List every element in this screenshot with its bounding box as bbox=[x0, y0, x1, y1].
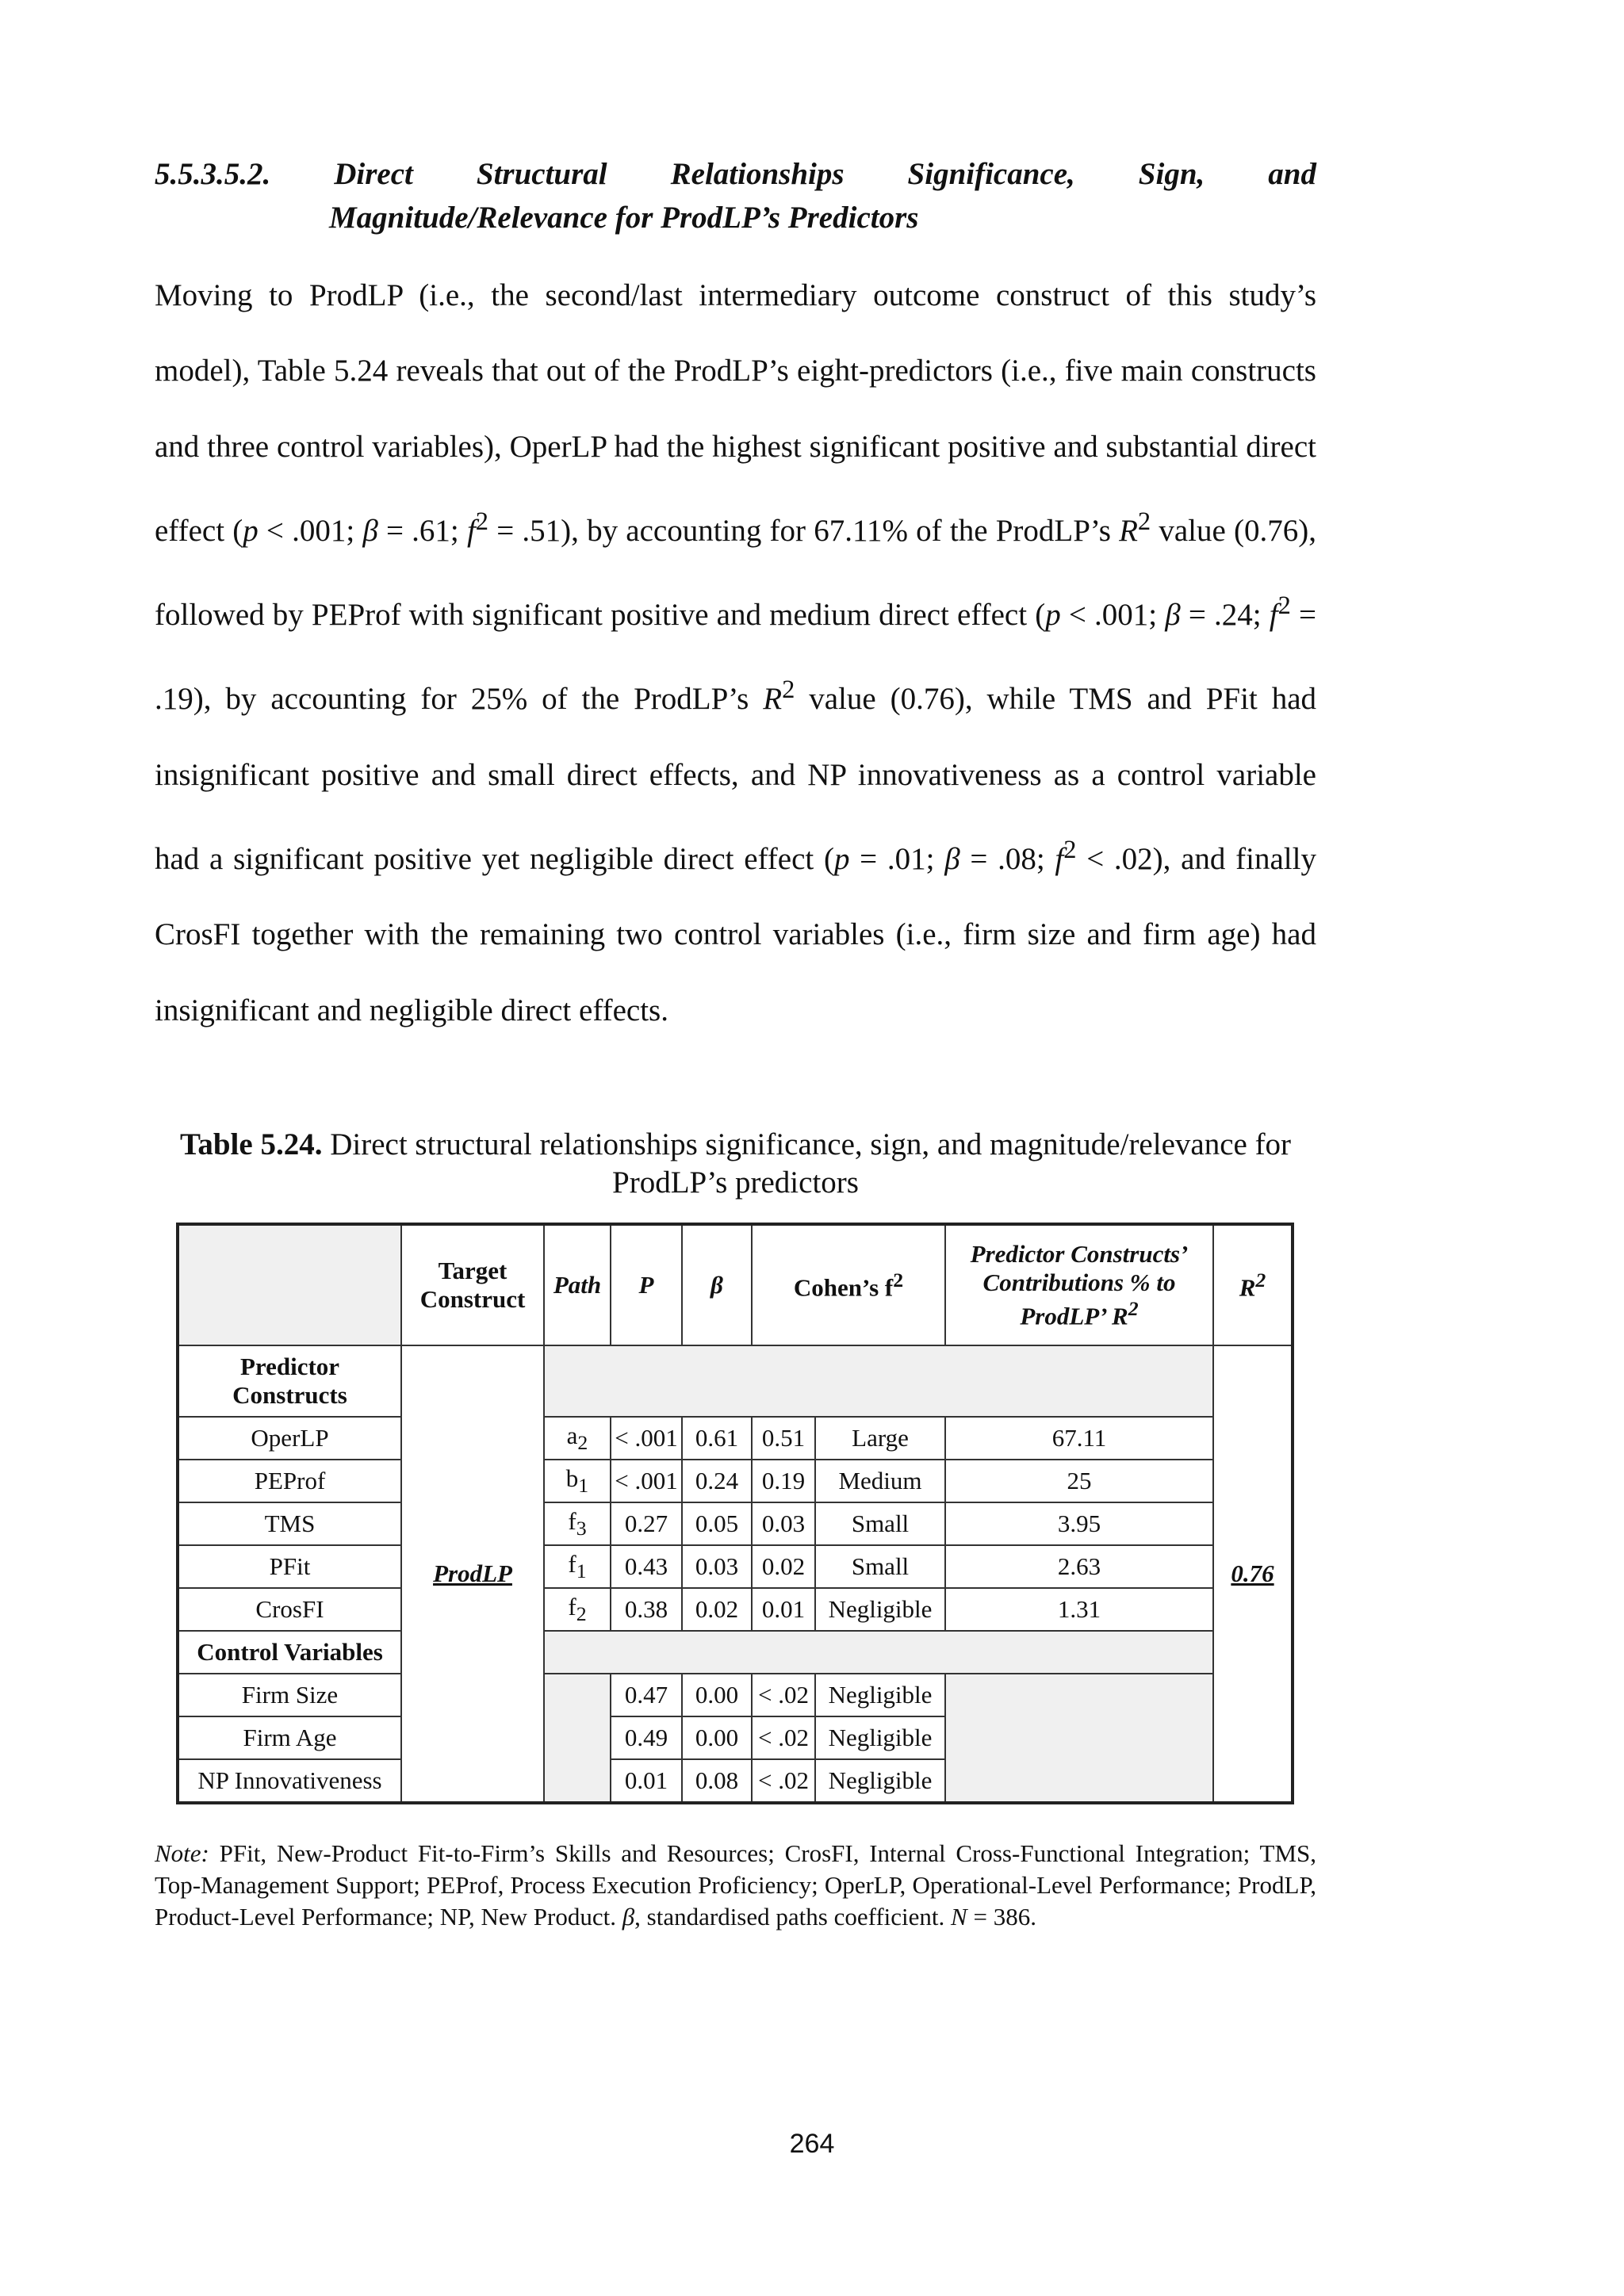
text-run: 2 bbox=[1137, 507, 1151, 536]
effect-size: Negligible bbox=[815, 1588, 945, 1631]
body-paragraph bbox=[155, 258, 1316, 1048]
p-value: 0.38 bbox=[611, 1588, 682, 1631]
text-run: = .61; bbox=[377, 513, 467, 548]
effect-size: Negligible bbox=[815, 1716, 945, 1759]
beta-value: 0.03 bbox=[682, 1545, 752, 1588]
blank-contribution-cell bbox=[945, 1674, 1213, 1803]
contribution-value: 2.63 bbox=[945, 1545, 1213, 1588]
text-run: f bbox=[466, 513, 476, 548]
predictor-name: CrosFI bbox=[178, 1588, 401, 1631]
path-subscript: 3 bbox=[576, 1517, 587, 1540]
p-value: < .001 bbox=[611, 1460, 682, 1502]
text-run: < .001; bbox=[258, 513, 363, 548]
target-construct-value: ProdLP bbox=[433, 1559, 512, 1587]
predictor-name: TMS bbox=[178, 1502, 401, 1545]
table-container bbox=[176, 1223, 1294, 1804]
text-run: < .02), and finally CrosFI together with the remaining two control variables (i.e., firm size and firm age) had insignificant and negligible direct effects. bbox=[155, 842, 1316, 1027]
text-run: 2 bbox=[1063, 836, 1077, 865]
path-cell bbox=[544, 1417, 611, 1460]
text-run: Moving to ProdLP (i.e., the second/last intermediary outcome construct of this study’s model), Table 5.24 reveals that out of the ProdLP’s eight-predictors (i.e., five main constructs and three control variables), OperLP had the highest significant positive and substantial direct effect ( bbox=[155, 278, 1316, 548]
heading-word: Sign, bbox=[1138, 157, 1205, 191]
blank-path-cell bbox=[544, 1674, 611, 1803]
header-target-construct: Target Construct bbox=[401, 1224, 544, 1345]
text-run: p bbox=[1045, 598, 1061, 633]
shaded-cell bbox=[544, 1631, 1213, 1674]
f2-value: 0.02 bbox=[752, 1545, 815, 1588]
text-run: R bbox=[763, 682, 783, 717]
header-corner-cell bbox=[178, 1224, 401, 1345]
f2-value: 0.01 bbox=[752, 1588, 815, 1631]
table-caption bbox=[155, 1126, 1316, 1202]
path-letter: a bbox=[566, 1421, 578, 1449]
text-run: = 386. bbox=[967, 1903, 1036, 1931]
predictor-constructs-header bbox=[178, 1345, 401, 1417]
path-letter: f bbox=[568, 1549, 576, 1578]
section-heading-line-1 bbox=[155, 152, 1316, 196]
header-path: Path bbox=[544, 1224, 611, 1345]
text-run: = .24; bbox=[1180, 598, 1270, 633]
text-run: = .01; bbox=[849, 842, 945, 877]
control-row bbox=[178, 1674, 1293, 1716]
predictor-name: PEProf bbox=[178, 1460, 401, 1502]
predictor-row bbox=[178, 1417, 1293, 1460]
predictor-row bbox=[178, 1502, 1293, 1545]
path-letter: f bbox=[568, 1592, 576, 1621]
effect-size: Small bbox=[815, 1502, 945, 1545]
heading-word: and bbox=[1268, 157, 1316, 191]
p-value: 0.49 bbox=[611, 1716, 682, 1759]
heading-word: Significance, bbox=[907, 157, 1075, 191]
predictor-header-row bbox=[178, 1345, 1293, 1417]
text-run: < .001; bbox=[1060, 598, 1166, 633]
heading-word: Direct bbox=[334, 157, 413, 191]
header-p: P bbox=[611, 1224, 682, 1345]
predictor-header-line: Predictor bbox=[239, 1353, 340, 1380]
beta-value: 0.02 bbox=[682, 1588, 752, 1631]
path-subscript: 1 bbox=[576, 1559, 587, 1583]
header-r2: $R^2$ bbox=[1213, 1224, 1293, 1345]
predictor-name: OperLP bbox=[178, 1417, 401, 1460]
table-caption-label: Table 5.24. bbox=[179, 1127, 323, 1161]
f2-value: 0.19 bbox=[752, 1460, 815, 1502]
predictor-header-line: Constructs bbox=[232, 1381, 347, 1409]
text-run: p bbox=[243, 513, 259, 548]
table-header-row bbox=[178, 1224, 1293, 1345]
contribution-value: 25 bbox=[945, 1460, 1213, 1502]
text-run: PFit, New-Product Fit-to-Firm’s Skills and Resources; CrosFI, Internal Cross-Functional Integration; TMS, Top-Management Support; PEProf, Process Execution Proficiency; OperLP, Operational-Level Performance; ProdLP, Product-Level Performance; NP, New Product. bbox=[155, 1839, 1316, 1931]
f2-value: < .02 bbox=[752, 1759, 815, 1803]
results-table bbox=[176, 1223, 1294, 1804]
table-note bbox=[155, 1838, 1316, 1933]
effect-size: Large bbox=[815, 1417, 945, 1460]
text-run: = .08; bbox=[959, 842, 1055, 877]
text-run: value (0.76), followed by PEProf with significant positive and medium direct effect ( bbox=[155, 513, 1316, 633]
f2-value: 0.51 bbox=[752, 1417, 815, 1460]
text-run: 2 bbox=[475, 507, 489, 536]
beta-value: 0.24 bbox=[682, 1460, 752, 1502]
predictor-row bbox=[178, 1545, 1293, 1588]
f2-value: 0.03 bbox=[752, 1502, 815, 1545]
text-run: f bbox=[1055, 842, 1064, 877]
text-run: f bbox=[1269, 598, 1278, 633]
text-run: = .51), by accounting for 67.11% of the ProdLP’s bbox=[488, 513, 1120, 548]
effect-size: Negligible bbox=[815, 1674, 945, 1716]
text-run: = .19), by accounting for 25% of the ProdLP’s bbox=[155, 598, 1316, 717]
section-heading-line-2: Magnitude/Relevance for ProdLP’s Predictors bbox=[329, 201, 919, 235]
r2-cell bbox=[1213, 1345, 1293, 1803]
text-run: β bbox=[362, 513, 378, 548]
path-cell bbox=[544, 1460, 611, 1502]
text-run: N bbox=[951, 1903, 967, 1931]
control-name: NP Innovativeness bbox=[178, 1759, 401, 1803]
header-beta: β bbox=[682, 1224, 752, 1345]
beta-value: 0.05 bbox=[682, 1502, 752, 1545]
text-run: β bbox=[944, 842, 960, 877]
beta-value: 0.00 bbox=[682, 1674, 752, 1716]
text-run: Note: bbox=[155, 1839, 209, 1867]
contribution-value: 3.95 bbox=[945, 1502, 1213, 1545]
predictor-name: PFit bbox=[178, 1545, 401, 1588]
predictor-row bbox=[178, 1460, 1293, 1502]
control-name: Firm Size bbox=[178, 1674, 401, 1716]
header-contributions: Predictor Constructs’ Contributions % to ProdLP’ $R^2$ bbox=[945, 1224, 1213, 1345]
r2-value: 0.76 bbox=[1231, 1559, 1274, 1587]
header-cohens-f2: Cohen’s $f^2$ bbox=[752, 1224, 945, 1345]
contribution-value: 67.11 bbox=[945, 1417, 1213, 1460]
text-run: , standardised paths coefficient. bbox=[634, 1903, 952, 1931]
path-cell bbox=[544, 1545, 611, 1588]
contribution-value: 1.31 bbox=[945, 1588, 1213, 1631]
text-run: β bbox=[1165, 598, 1181, 633]
text-run: 2 bbox=[782, 675, 795, 705]
control-name: Firm Age bbox=[178, 1716, 401, 1759]
path-subscript: 2 bbox=[577, 1431, 588, 1455]
path-subscript: 2 bbox=[576, 1602, 587, 1626]
f2-value: < .02 bbox=[752, 1716, 815, 1759]
target-construct-cell bbox=[401, 1345, 544, 1803]
beta-value: 0.00 bbox=[682, 1716, 752, 1759]
shaded-cell bbox=[544, 1345, 1213, 1417]
text-run: β bbox=[622, 1903, 635, 1931]
predictor-row bbox=[178, 1588, 1293, 1631]
text-run: R bbox=[1119, 513, 1138, 548]
section-heading bbox=[155, 152, 1316, 239]
control-variables-header: Control Variables bbox=[178, 1631, 401, 1674]
control-header-row bbox=[178, 1631, 1293, 1674]
path-letter: f bbox=[568, 1506, 576, 1535]
heading-word: Structural bbox=[476, 157, 607, 191]
text-run: 2 bbox=[1277, 591, 1291, 621]
p-value: 0.47 bbox=[611, 1674, 682, 1716]
effect-size: Negligible bbox=[815, 1759, 945, 1803]
path-cell bbox=[544, 1502, 611, 1545]
section-number: 5.5.3.5.2. bbox=[155, 157, 271, 191]
path-letter: b bbox=[565, 1464, 579, 1492]
path-subscript: 1 bbox=[578, 1474, 589, 1498]
effect-size: Medium bbox=[815, 1460, 945, 1502]
table-caption-text: Direct structural relationships significance, sign, and magnitude/relevance for ProdLP’s predictors bbox=[322, 1127, 1292, 1200]
text-run: value (0.76), while TMS and PFit had insignificant positive and small direct effects, and NP innovativeness as a control variable had a significant positive yet negligible direct effect ( bbox=[155, 682, 1316, 877]
p-value: < .001 bbox=[611, 1417, 682, 1460]
path-cell bbox=[544, 1588, 611, 1631]
p-value: 0.01 bbox=[611, 1759, 682, 1803]
page-number: 264 bbox=[789, 2129, 835, 2159]
effect-size: Small bbox=[815, 1545, 945, 1588]
p-value: 0.43 bbox=[611, 1545, 682, 1588]
heading-word: Relationships bbox=[670, 157, 845, 191]
beta-value: 0.08 bbox=[682, 1759, 752, 1803]
beta-value: 0.61 bbox=[682, 1417, 752, 1460]
f2-value: < .02 bbox=[752, 1674, 815, 1716]
text-run: p bbox=[833, 842, 850, 877]
p-value: 0.27 bbox=[611, 1502, 682, 1545]
